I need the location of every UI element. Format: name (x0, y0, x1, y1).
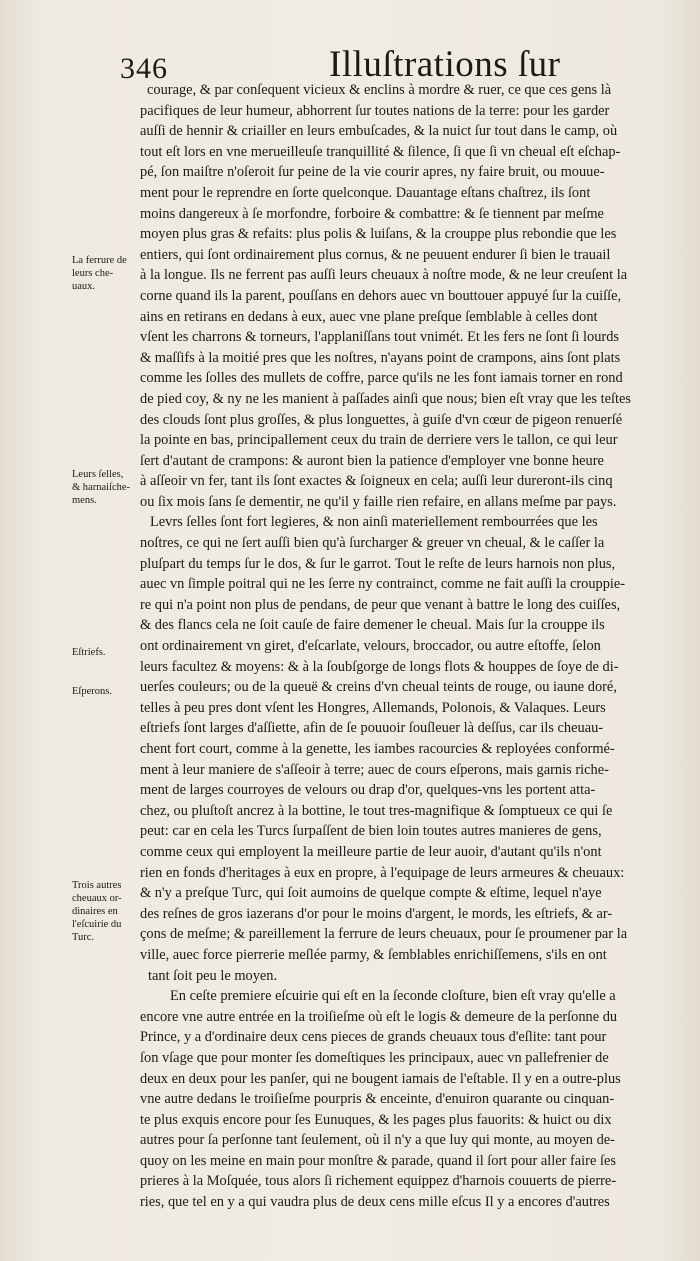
text-line: çons de meſme; & pareillement la ferrure de leurs cheuaux, pour ſe proumener par la (140, 926, 628, 943)
text-line: à aſſeoir vn fer, tant ils ſont exactes & ſoigneux en cela; auſſi leur dureront-ils cinq (140, 473, 613, 490)
text-line: courage, & par conſequent vicieux & enclins à mordre & ruer, ce que ces gens là (147, 82, 612, 98)
text-line: & des flancs cela ne ſoit cauſe de faire demener le cheual. Mais ſur la crouppe ils (140, 617, 605, 634)
text-line: encore vne autre entrée en la troiſieſme où eſt le logis & demeure de la perſonne du (140, 1008, 618, 1025)
text-line: comme ceux qui employent la meilleure partie de leur auoir, d'autant qu'ils n'ont (140, 843, 602, 860)
body-text (140, 80, 685, 1213)
text-line: deux en deux pour les panſer, qui ne bougent iamais de l'eſtable. Il y en a outre-plus (140, 1070, 621, 1087)
text-line: ment de larges courroyes de velours ou drap d'or, quelques-vns les portent atta- (140, 782, 596, 799)
text-line: En ceſte premiere eſcuirie qui eſt en la ſeconde cloſture, bien eſt vray qu'elle a (170, 988, 616, 1005)
text-line: ment à leur maniere de s'aſſeoir à terre; auec de cours eſperons, mais garnis riche- (140, 761, 609, 778)
text-line: vne autre dedans le troiſieſme pourpris & enceinte, d'enuiron quarante ou cinquan- (140, 1091, 615, 1108)
text-line: chent fort court, comme à la genette, les iambes racourcies & reployées conformé- (140, 741, 615, 757)
text-line: ries, que tel en y a qui vaudra plus de deux cens mille eſcus Il y a encores d'autres (140, 1194, 610, 1211)
text-line: ment pour le reprendre en ſorte quelconque. Dauantage eſtans chaſtrez, ils ſont (140, 184, 591, 201)
text-line: pé, ſon maiſtre n'oſeroit ſur peine de la vie courir apres, ny faire bruit, ou mouue- (140, 164, 605, 181)
text-line: comme les ſolles des mullets de coffre, parce qu'ils ne les font iamais torner en rond (140, 370, 623, 387)
text-line: quoy on les meine en main pour monſtre & parade, quand il ſort pour aller faire ſes (140, 1152, 616, 1169)
text-line: telles à peu pres dont vſent les Hongres, Allemands, Polonois, & Valaques. Leurs (140, 699, 606, 716)
text-line: ont ordinairement vn giret, d'eſcarlate, velours, broccador, ou autre eſtoffe, ſelon (140, 638, 601, 655)
text-line: à la longue. Ils ne ferrent pas auſſi leurs cheuaux à noſtre mode, & ne leur creuſent la (140, 267, 628, 284)
text-line: la pointe en bas, principallement ceux du train de derriere vers le tallon, ce qui leur (140, 432, 618, 449)
text-line: pluſpart du temps ſur le dos, & ſur le garrot. Tout le reſte de leurs harnois non plus, (140, 555, 616, 572)
text-line: auſſi de hennir & criailler en leurs embuſcades, & la nuict ſur tout dans le camp, où (140, 123, 618, 140)
text-line: corne quand ils la parent, pouſſans en dehors auec vn bouttouer appuyé ſur la cuiſſe, (140, 287, 622, 304)
text-line: prieres à la Moſquée, tous alors ſi richement equippez d'harnois couuerts de pierre- (140, 1173, 617, 1190)
text-line: leurs facultez & moyens: & à la ſoubſgorge de longs flots & houppes de ſoye de di- (140, 658, 619, 675)
running-head: Illuſtrations ſur (329, 44, 561, 85)
text-line: rien en fonds d'heritages à eux en propre, à l'equipage de leurs armeures & cheuaux: (140, 864, 625, 881)
text-line: re qui n'a point non plus de pendans, de peur que venant à battre le long des cuiſſes, (140, 596, 621, 613)
text-line: des clouds ſont plus groſſes, & plus longuettes, à guiſe d'vn cœur de pigeon renuerſé (140, 411, 623, 428)
text-line: auec vn ſimple poitral qui ne les ſerre ny contrainct, comme ne fait auſſi la crouppie- (140, 576, 626, 593)
text-line: ville, auec force pierrerie meſlée parmy, & ſemblables enrichiſſemens, s'ils en ont (140, 946, 607, 963)
margin-note-selles: Leurs ſelles, & harnaiſche- mens. (72, 469, 131, 506)
text-line: Levrs ſelles ſont fort legieres, & non ainſi materiellement rembourrées que les (150, 514, 598, 531)
text-line: ou ſix mois ſans ſe dementir, ne qu'il y faille rien refaire, en allans meſme par pays. (140, 493, 617, 510)
text-line: ſert d'autant de crampons: & auront bien la patience d'employer vne bonne heure (140, 452, 604, 469)
text-line: & n'y a preſque Turc, qui ſoit aumoins de quelque compte & eſtime, lequel n'aye (140, 885, 602, 902)
text-line: chez, ou pluſtoſt ancrez à la bottine, le tout tres-magnifique & ſomptueux ce qui ſe (140, 802, 613, 819)
text-line: moyen plus gras & refaits: plus polis & luiſans, & la crouppe plus rebondie que les (140, 226, 617, 243)
margin-note-trois-autres: Trois autres cheuaux or- dinaires en l'eſcuirie du Turc. (72, 880, 122, 943)
margin-note-esperons: Eſperons. (72, 686, 112, 697)
text-line: moins dangereux à ſe morfondre, forboire & combattre: & ſe tiennent par meſme (140, 205, 604, 222)
text-line: ſon vſage que pour monter ſes domeſtiques les principaux, auec vn pallefrenier de (140, 1049, 609, 1066)
text-line: eſtriefs ſont larges d'aſſiette, afin de ſe pouuoir ſouſleuer là deſſus, car ils cheuau- (140, 720, 604, 737)
text-line: uerſes couleurs; ou de la queuë & creins d'vn cheual teints de rouge, ou iaune doré, (140, 679, 617, 696)
text-line: des reſnes de gros iazerans d'or pour le moins d'argent, le mords, les eſtriefs, & ar- (140, 905, 613, 922)
page-number: 346 (120, 52, 168, 85)
text-line: de pied coy, & ny ne les manient à paſſades ainſi que nous; bien eſt vray que les teſtes (140, 390, 632, 407)
text-line: noſtres, ce qui ne ſert auſſi bien qu'à ſurcharger & greuer vn cheual, & le caſſer la (140, 535, 605, 552)
text-line: pacifiques de leur humeur, abhorrent ſur toutes nations de la terre: pour les garder (140, 102, 610, 119)
text-line: autres pour ſa perſonne tant ſeulement, où il n'y a que luy qui monte, au moyen de- (140, 1132, 615, 1149)
margin-note-ferrure: La ferrure de leurs che- uaux. (72, 255, 127, 292)
text-line: te plus exquis encore pour ſes Eunuques, & les pages plus fauorits: & huict ou dix (140, 1111, 612, 1128)
text-line: tout eſt lors en vne merueilleuſe tranquillité & ſilence, ſi que ſi vn cheual eſt eſchap- (140, 143, 621, 160)
text-line: ains en retirans en dedans à eux, auec vne plane preſque ſemblable à celles dont (140, 308, 598, 325)
text-line: Prince, y a d'ordinaire deux cens pieces de grands cheuaux tous d'eſlite: tant pour (140, 1029, 607, 1046)
text-line: tant ſoit peu le moyen. (148, 967, 278, 984)
text-line: vſent les charrons & torneurs, l'applaniſſans tout vnimét. Et les fers ne ſont ſi lourds (140, 329, 619, 346)
text-line: & maſſifs à la moitié pres que les noſtres, n'ayans point de crampons, ains ſont plats (140, 349, 621, 366)
margin-note-estriefs: Eſtriefs. (72, 647, 106, 658)
text-line: entiers, qui ſont ordinairement plus cornus, & ne peuuent endurer ſi bien le trauail (140, 246, 611, 263)
text-line: peut: car en cela les Turcs ſurpaſſent de bien loin toutes autres manieres de gens, (140, 823, 602, 840)
